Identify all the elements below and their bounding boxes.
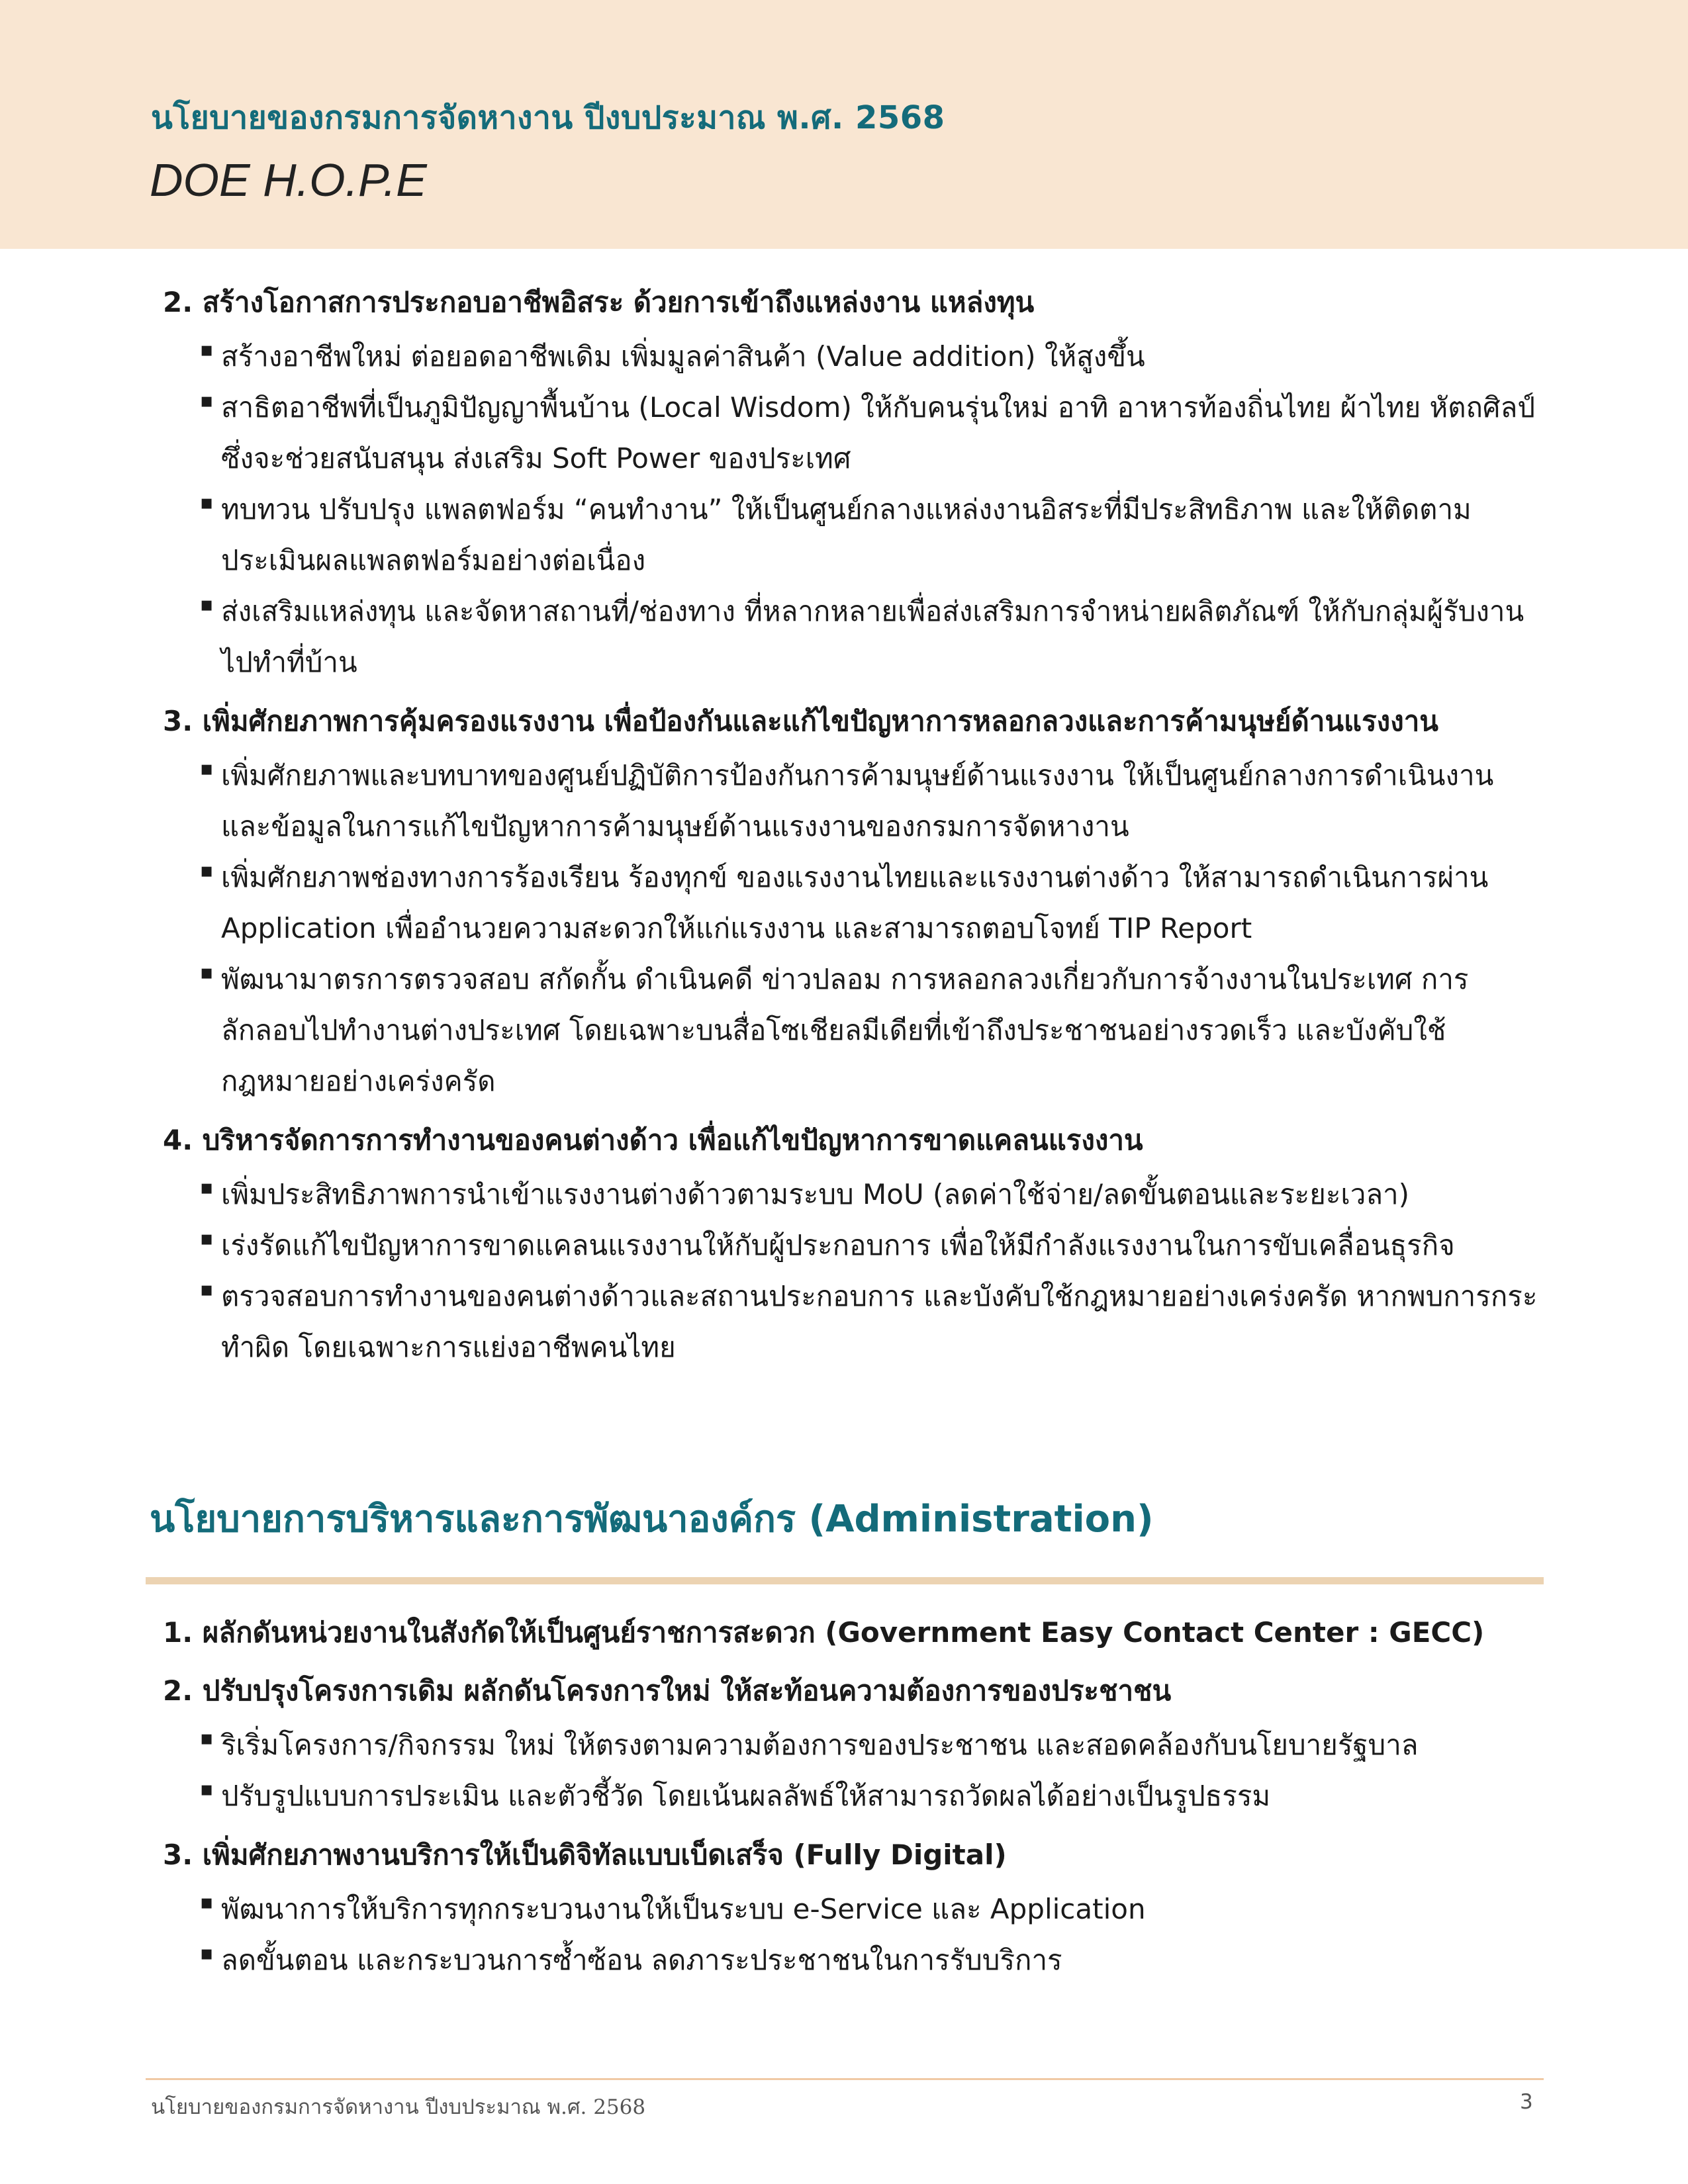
list-item-text: เร่งรัดแก้ไขปัญหาการขาดแคลนแรงงานให้กับผู้ประกอบการ เพื่อให้มีกำลังแรงงานในการขับเคลื่อนธุรกิจ xyxy=(221,1229,1455,1261)
policy-heading: 4. บริหารจัดการการทำงานของคนต่างด้าว เพื่อแก้ไขปัญหาการขาดแคลนแรงงาน xyxy=(163,1124,1143,1156)
list-item-text: เพิ่มศักยภาพและบทบาทของศูนย์ปฏิบัติการป้องกันการค้ามนุษย์ด้านแรงงาน ให้เป็นศูนย์กลางการดำเนินงานและข้อมูลในการแก้ไขปัญหาการค้ามนุษย์ด้านแรงงานของกรมการจัดหางาน xyxy=(221,759,1494,842)
list-item xyxy=(196,750,1540,852)
list-item-text: พัฒนาการให้บริการทุกกระบวนงานให้เป็นระบบ e-Service และ Application xyxy=(221,1893,1146,1925)
admin-item-1 xyxy=(163,1608,1540,1657)
policy-list-top xyxy=(163,278,1540,1382)
list-item-text: เพิ่มศักยภาพช่องทางการร้องเรียน ร้องทุกข์ ของแรงงานไทยและแรงงานต่างด้าว ให้สามารถดำเนินการผ่าน Application เพื่ออำนวยความสะดวกให้แก่แรงงาน และสามารถตอบโจทย์ TIP Report xyxy=(221,861,1489,944)
list-item-text: ปรับรูปแบบการประเมิน และตัวชี้วัด โดยเน้นผลลัพธ์ให้สามารถวัดผลได้อย่างเป็นรูปธรรม xyxy=(221,1780,1271,1812)
list-item xyxy=(196,331,1540,382)
policy-list-admin xyxy=(163,1608,1540,1995)
policy-heading: 3. เพิ่มศักยภาพงานบริการให้เป็นดิจิทัลแบบเบ็ดเสร็จ (Fully Digital) xyxy=(163,1839,1007,1871)
list-item-text: พัฒนามาตรการตรวจสอบ สกัดกั้น ดำเนินคดี ข่าวปลอม การหลอกลวงเกี่ยวกับการจ้างงานในประเทศ การลักลอบไปทำงานต่างประเทศ โดยเฉพาะบนสื่อโซเชียลมีเดียที่เข้าถึงประชาชนอย่างรวดเร็ว และบังคับใช้กฎหมายอย่างเคร่งครัด xyxy=(221,963,1469,1097)
list-item xyxy=(196,1220,1540,1271)
list-item xyxy=(196,484,1540,586)
bullet-icon: ▪ xyxy=(200,1727,214,1750)
bullet-icon: ▪ xyxy=(200,1778,214,1801)
bullet-icon: ▪ xyxy=(200,1891,214,1914)
list-item xyxy=(196,1169,1540,1220)
page-number: 3 xyxy=(1520,2090,1533,2114)
policy-item-3 xyxy=(163,697,1540,1107)
admin-item-3 xyxy=(163,1831,1540,1985)
list-item xyxy=(196,1770,1540,1821)
list-item-text: สร้างอาชีพใหม่ ต่อยอดอาชีพเดิม เพิ่มมูลค่าสินค้า (Value addition) ให้สูงขึ้น xyxy=(221,340,1145,373)
bullet-icon: ▪ xyxy=(200,1176,214,1199)
list-item-text: ทบทวน ปรับปรุง แพลตฟอร์ม “คนทำงาน” ให้เป็นศูนย์กลางแหล่งงานอิสระที่มีประสิทธิภาพ และให้ติดตามประเมินผลแพลตฟอร์มอย่างต่อเนื่อง xyxy=(221,493,1472,576)
list-item-text: ลดขั้นตอน และกระบวนการซ้ำซ้อน ลดภาระประชาชนในการรับบริการ xyxy=(221,1944,1062,1976)
bullet-icon: ▪ xyxy=(200,1942,214,1965)
policy-bullets xyxy=(163,1884,1540,1985)
page-header-subtitle: DOE H.O.P.E xyxy=(150,154,427,206)
list-item-text: ตรวจสอบการทำงานของคนต่างด้าวและสถานประกอบการ และบังคับใช้กฎหมายอย่างเคร่งครัด หากพบการกระทำผิด โดยเฉพาะการแย่งอาชีพคนไทย xyxy=(221,1280,1538,1363)
section-divider xyxy=(146,1577,1544,1584)
policy-item-2 xyxy=(163,278,1540,688)
bullet-icon: ▪ xyxy=(200,859,214,882)
list-item xyxy=(196,1934,1540,1985)
policy-heading: 1. ผลักดันหน่วยงานในสังกัดให้เป็นศูนย์ราชการสะดวก (Government Easy Contact Center : GECC) xyxy=(163,1616,1485,1649)
list-item xyxy=(196,586,1540,688)
bullet-icon: ▪ xyxy=(200,961,214,984)
policy-item-4 xyxy=(163,1116,1540,1373)
page-header-title: นโยบายของกรมการจัดหางาน ปีงบประมาณ พ.ศ. 2568 xyxy=(151,99,945,136)
bullet-icon: ▪ xyxy=(200,389,214,412)
bullet-icon: ▪ xyxy=(200,757,214,780)
footer-text: นโยบายของกรมการจัดหางาน ปีงบประมาณ พ.ศ. 2568 xyxy=(151,2095,646,2119)
list-item-text: ริเริ่มโครงการ/กิจกรรม ใหม่ ให้ตรงตามความต้องการของประชาชน และสอดคล้องกับนโยบายรัฐบาล xyxy=(221,1729,1419,1761)
policy-bullets xyxy=(163,331,1540,688)
policy-bullets xyxy=(163,1169,1540,1373)
section-title-administration: นโยบายการบริหารและการพัฒนาองค์กร (Administration) xyxy=(150,1498,1154,1541)
policy-heading: 2. สร้างโอกาสการประกอบอาชีพอิสระ ด้วยการเข้าถึงแหล่งงาน แหล่งทุน xyxy=(163,286,1035,318)
policy-bullets xyxy=(163,1719,1540,1821)
list-item xyxy=(196,954,1540,1107)
footer-divider xyxy=(146,2078,1544,2080)
list-item xyxy=(196,382,1540,484)
bullet-icon: ▪ xyxy=(200,1227,214,1250)
list-item xyxy=(196,852,1540,954)
list-item-text: สาธิตอาชีพที่เป็นภูมิปัญญาพื้นบ้าน (Local Wisdom) ให้กับคนรุ่นใหม่ อาทิ อาหารท้องถิ่นไทย ผ้าไทย หัตถศิลป์ ซึ่งจะช่วยสนับสนุน ส่งเสริม Soft Power ของประเทศ xyxy=(221,391,1535,475)
policy-heading: 2. ปรับปรุงโครงการเดิม ผลักดันโครงการใหม่ ให้สะท้อนความต้องการของประชาชน xyxy=(163,1674,1172,1707)
bullet-icon: ▪ xyxy=(200,1278,214,1301)
list-item-text: ส่งเสริมแหล่งทุน และจัดหาสถานที่/ช่องทาง ที่หลากหลายเพื่อส่งเสริมการจำหน่ายผลิตภัณฑ์ ให้กับกลุ่มผู้รับงานไปทำที่บ้าน xyxy=(221,595,1524,678)
policy-heading: 3. เพิ่มศักยภาพการคุ้มครองแรงงาน เพื่อป้องกันและแก้ไขปัญหาการหลอกลวงและการค้ามนุษย์ด้านแรงงาน xyxy=(163,705,1438,737)
admin-item-2 xyxy=(163,1666,1540,1821)
list-item xyxy=(196,1884,1540,1934)
policy-bullets xyxy=(163,750,1540,1107)
bullet-icon: ▪ xyxy=(200,593,214,616)
list-item xyxy=(196,1271,1540,1373)
list-item xyxy=(196,1719,1540,1770)
bullet-icon: ▪ xyxy=(200,491,214,514)
list-item-text: เพิ่มประสิทธิภาพการนำเข้าแรงงานต่างด้าวตามระบบ MoU (ลดค่าใช้จ่าย/ลดขั้นตอนและระยะเวลา) xyxy=(221,1178,1410,1210)
bullet-icon: ▪ xyxy=(200,338,214,361)
